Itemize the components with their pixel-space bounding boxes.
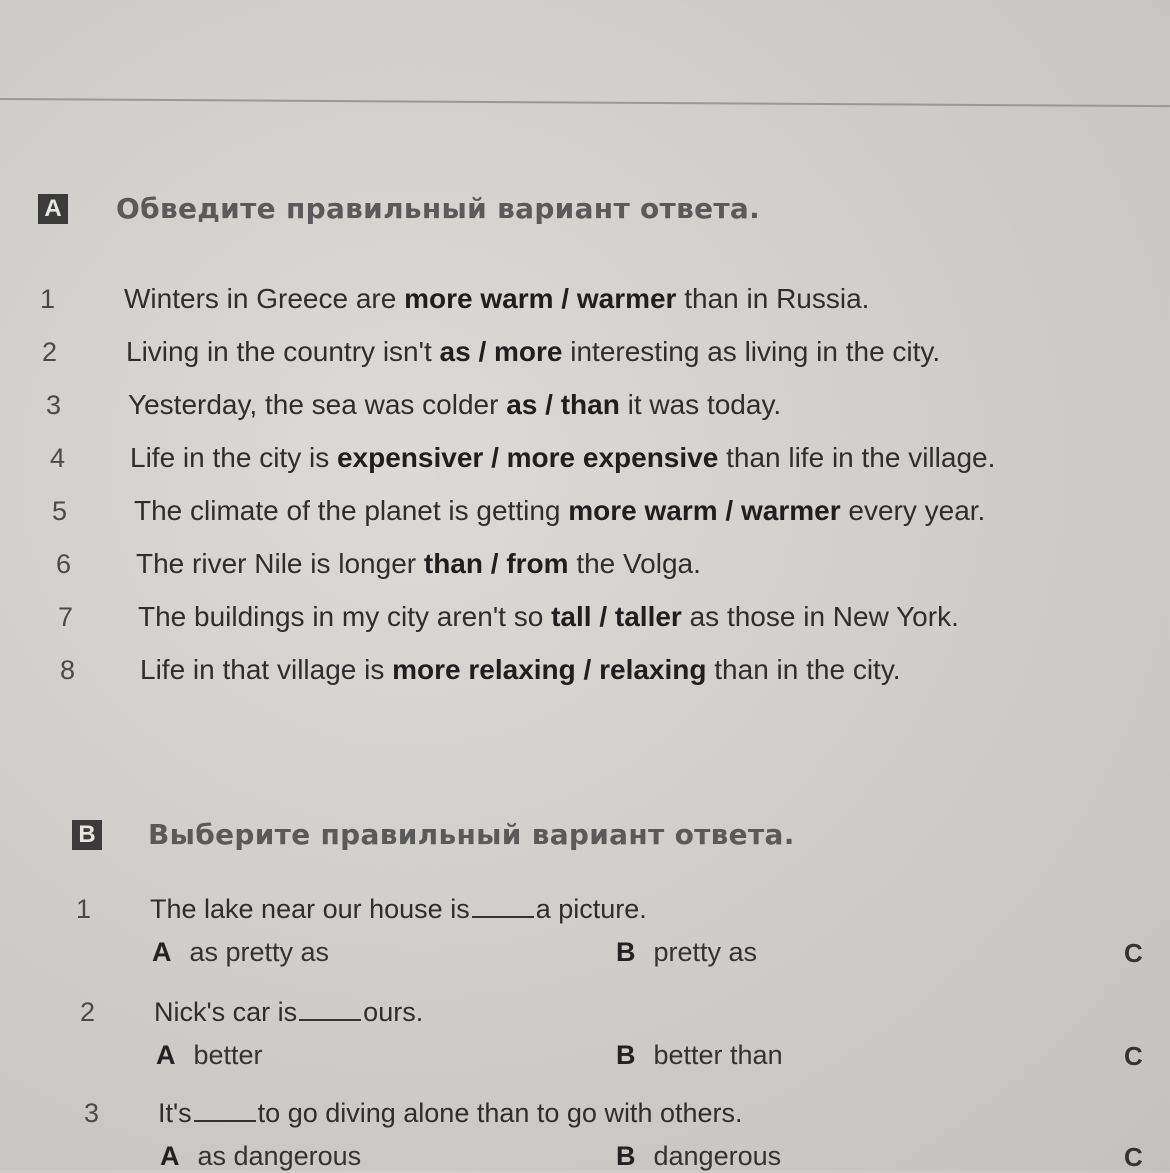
section-b-header [72, 818, 795, 851]
exercise-sentence [138, 601, 959, 633]
sentence-text: as those in New York. [681, 601, 959, 632]
option-c[interactable]: C [1124, 1142, 1143, 1172]
exercise-sentence [124, 283, 869, 315]
question-text: to go diving alone than to go with others. [257, 1098, 743, 1128]
exercise-sentence [126, 336, 940, 368]
sentence-text: the Volga. [568, 548, 701, 579]
sentence-text: Living in the country isn't [126, 336, 440, 367]
question-sentence [158, 1098, 743, 1129]
question-text: a picture. [535, 894, 647, 924]
option-b[interactable] [616, 1040, 783, 1071]
sentence-text: The climate of the planet is getting [134, 495, 569, 526]
answer-choice[interactable]: more warm / warmer [404, 283, 677, 314]
sentence-text: Life in that village is [140, 654, 393, 685]
question-text: The lake near our house is [150, 894, 470, 924]
question-text: Nick's car is [154, 997, 298, 1027]
section-b-instruction: Выберите правильный вариант ответа. [148, 818, 795, 851]
answer-choice[interactable]: expensiver / more expensive [336, 442, 719, 473]
option-c[interactable]: C [1124, 1041, 1143, 1071]
answer-choice[interactable]: as / than [506, 389, 620, 420]
option-a[interactable] [152, 937, 329, 968]
option-a[interactable] [160, 1141, 361, 1172]
option-letter: B [616, 1040, 636, 1070]
question-text: ours. [363, 997, 424, 1027]
option-b[interactable] [616, 1141, 781, 1172]
sentence-text: than in Russia. [676, 283, 870, 314]
item-number: 7 [58, 602, 74, 632]
option-b[interactable] [616, 937, 757, 968]
answer-choice[interactable]: more relaxing / relaxing [392, 654, 707, 685]
answer-blank[interactable] [299, 997, 361, 1021]
sentence-text: than in the city. [706, 654, 901, 685]
item-number: 4 [50, 443, 66, 473]
section-a-badge: A [38, 194, 68, 224]
section-a-instruction: Обведите правильный вариант ответа. [116, 192, 761, 225]
sentence-text: than life in the village. [718, 442, 996, 473]
exercise-sentence [128, 389, 781, 421]
option-letter: A [152, 937, 172, 967]
sentence-text: interesting as living in the city. [562, 336, 941, 367]
question-sentence [154, 997, 423, 1028]
option-letter: A [160, 1141, 180, 1171]
page-divider [0, 98, 1170, 107]
option-text: as pretty as [189, 937, 330, 967]
sentence-text: The buildings in my city aren't so [138, 601, 552, 632]
item-number: 5 [52, 496, 68, 526]
section-a-header [38, 192, 760, 225]
answer-choice[interactable]: more warm / warmer [568, 495, 841, 526]
answer-choice[interactable]: tall / taller [551, 601, 682, 632]
section-b-badge: B [72, 820, 102, 850]
sentence-text: Winters in Greece are [124, 283, 405, 314]
option-letter: B [616, 937, 636, 967]
option-text: better than [653, 1040, 783, 1070]
question-number: 1 [76, 894, 92, 924]
exercise-sentence [136, 548, 701, 580]
sentence-text: Yesterday, the sea was colder [128, 389, 507, 420]
option-a[interactable] [156, 1040, 263, 1071]
sentence-text: it was today. [619, 389, 782, 420]
option-c[interactable]: C [1124, 938, 1143, 968]
option-text: better [193, 1040, 263, 1070]
question-number: 3 [84, 1098, 100, 1128]
sentence-text: The river Nile is longer [136, 548, 424, 579]
answer-blank[interactable] [472, 894, 534, 918]
option-text: dangerous [653, 1141, 782, 1171]
item-number: 8 [60, 655, 76, 685]
question-number: 2 [80, 997, 96, 1027]
answer-blank[interactable] [194, 1098, 256, 1122]
answer-choice[interactable]: than / from [423, 548, 569, 579]
option-text: as dangerous [197, 1141, 362, 1171]
item-number: 1 [40, 284, 56, 314]
exercise-sentence [140, 654, 901, 686]
question-text: It's [158, 1098, 192, 1128]
item-number: 3 [46, 390, 62, 420]
option-letter: A [156, 1040, 176, 1070]
sentence-text: every year. [840, 495, 986, 526]
item-number: 2 [42, 337, 58, 367]
option-letter: B [616, 1141, 636, 1171]
exercise-sentence [134, 495, 985, 527]
item-number: 6 [56, 549, 72, 579]
answer-choice[interactable]: as / more [439, 336, 563, 367]
sentence-text: Life in the city is [130, 442, 337, 473]
exercise-sentence [130, 442, 995, 474]
question-sentence [150, 894, 647, 925]
option-text: pretty as [653, 937, 758, 967]
